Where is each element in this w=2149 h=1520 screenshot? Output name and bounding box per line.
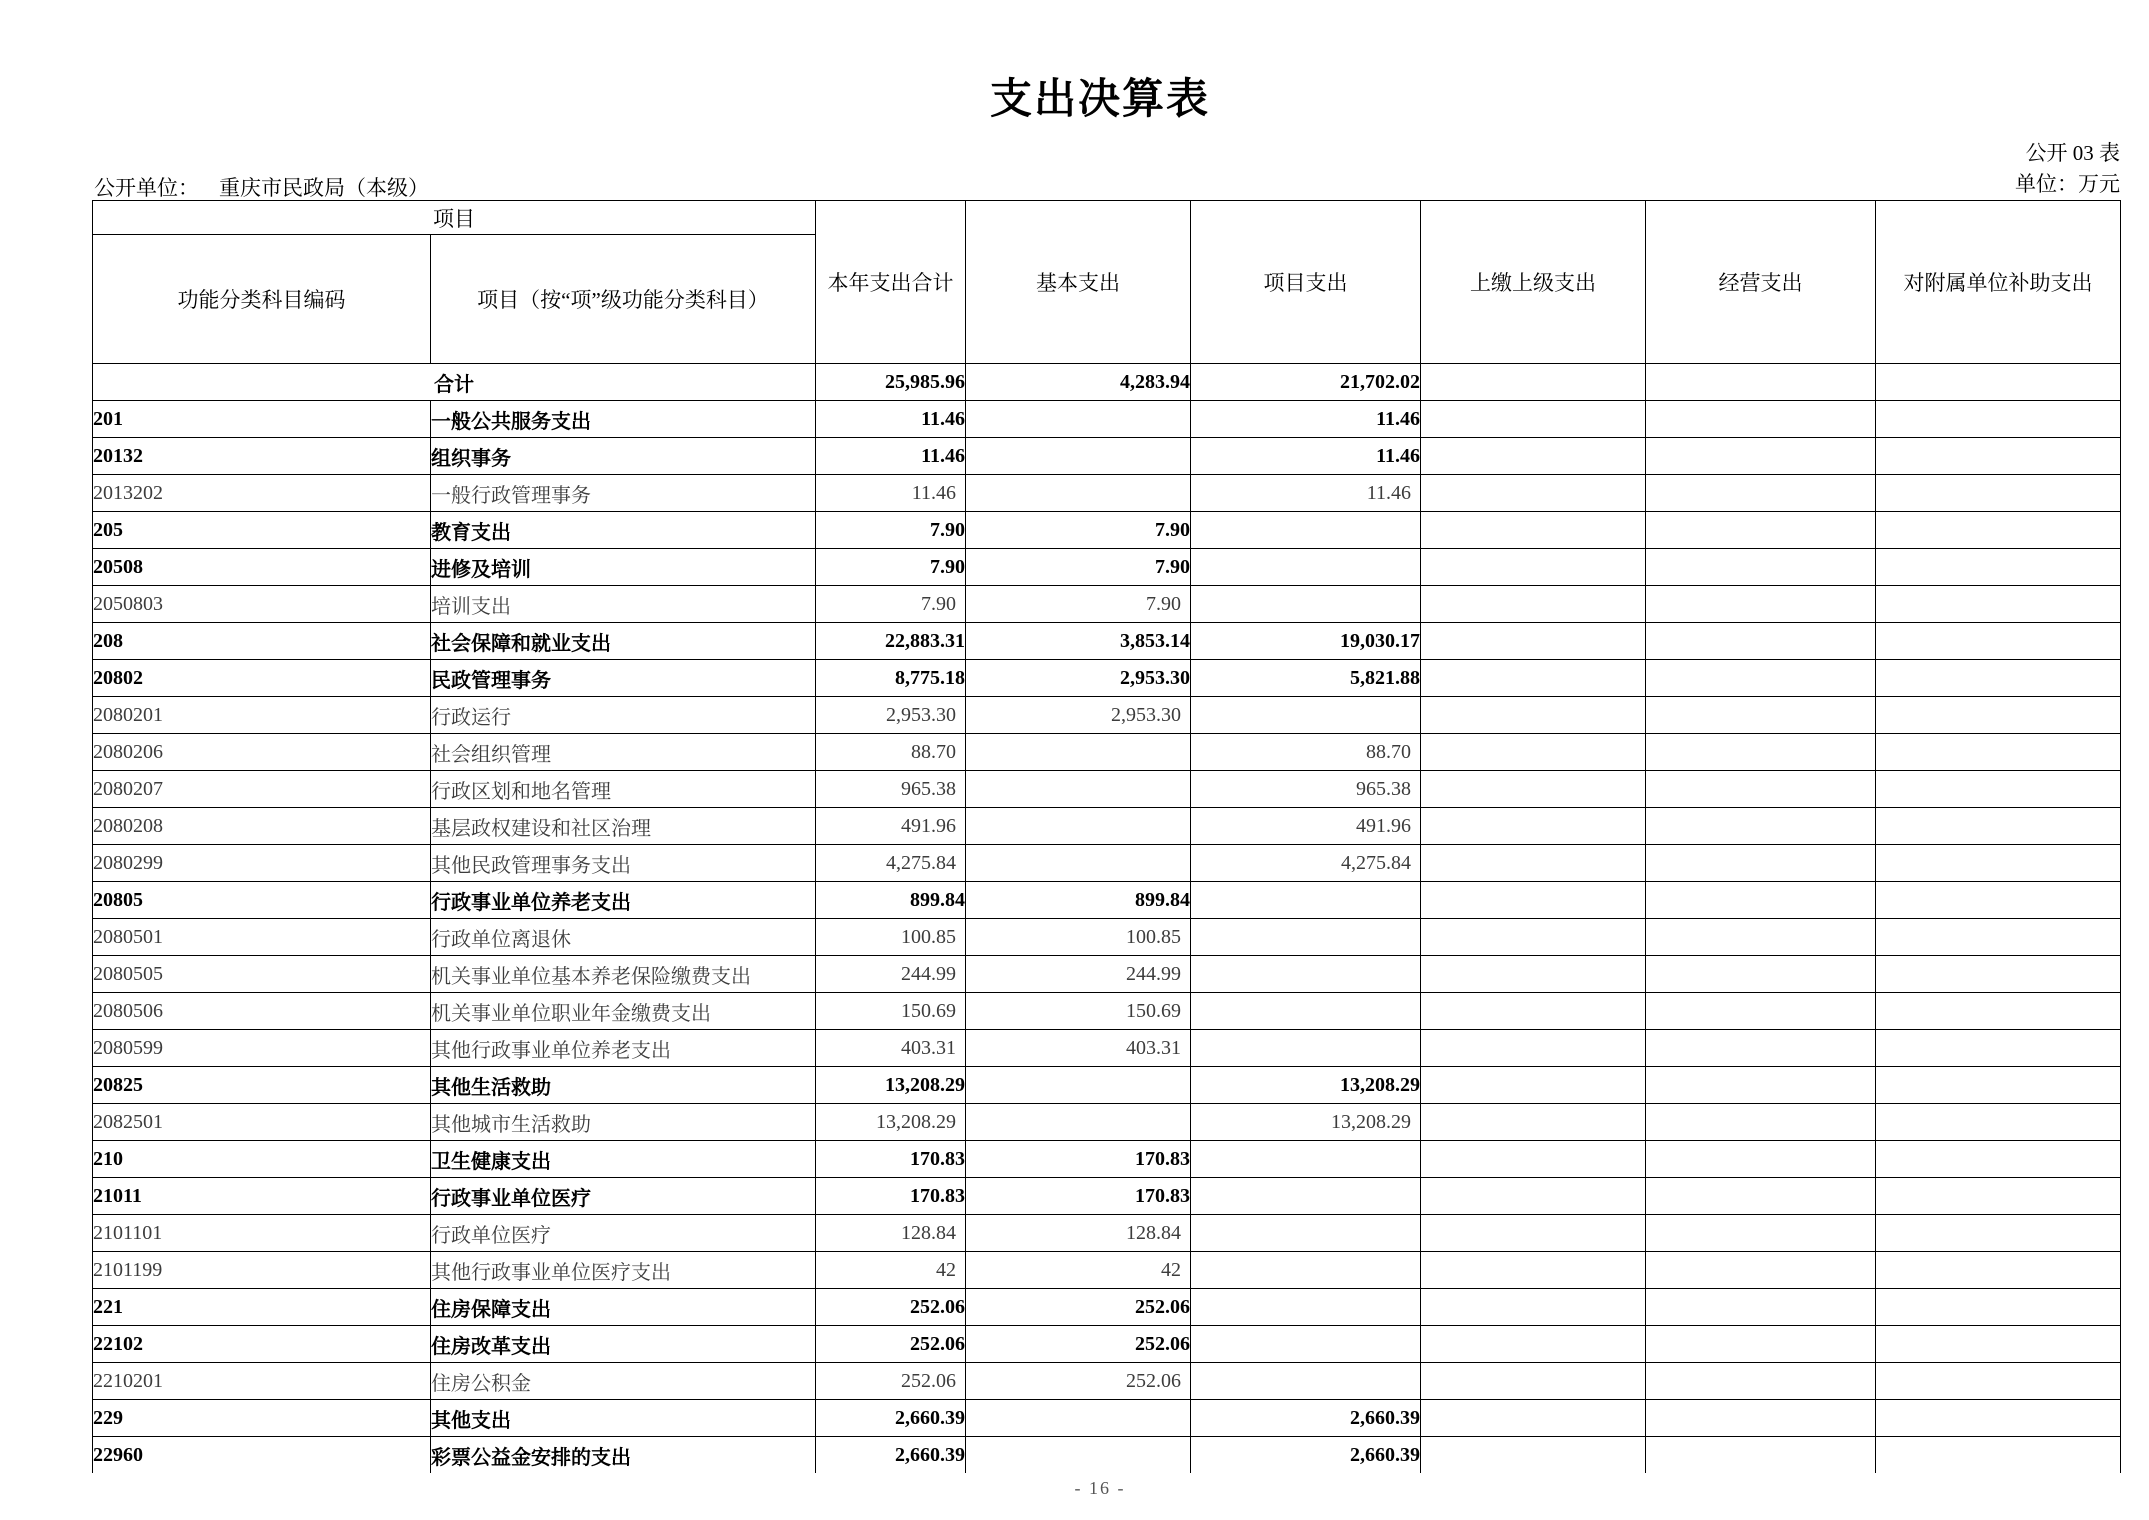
row-item: 社会保障和就业支出 [431, 623, 816, 660]
row-upper [1421, 549, 1646, 586]
table-row [93, 401, 2121, 438]
row-total: 100.85 [816, 919, 966, 956]
row-project [1191, 512, 1421, 549]
row-project [1191, 882, 1421, 919]
row-upper [1421, 586, 1646, 623]
row-total: 403.31 [816, 1030, 966, 1067]
row-total: 11.46 [816, 475, 966, 512]
row-operating [1646, 808, 1876, 845]
row-code: 20802 [93, 660, 431, 697]
header-code: 功能分类科目编码 [93, 235, 431, 364]
row-subsidy [1876, 475, 2121, 512]
row-basic: 252.06 [966, 1326, 1191, 1363]
row-total: 244.99 [816, 956, 966, 993]
row-operating [1646, 1326, 1876, 1363]
row-item: 其他行政事业单位养老支出 [431, 1030, 816, 1067]
row-basic [966, 1400, 1191, 1437]
org-value: 重庆市民政局（本级） [219, 176, 429, 200]
row-operating [1646, 1067, 1876, 1104]
table-row [93, 660, 2121, 697]
row-operating [1646, 919, 1876, 956]
row-code: 2080299 [93, 845, 431, 882]
row-project [1191, 956, 1421, 993]
table-row [93, 697, 2121, 734]
table-row [93, 1326, 2121, 1363]
row-subsidy [1876, 1067, 2121, 1104]
table-row [93, 1030, 2121, 1067]
table-row [93, 1363, 2121, 1400]
row-upper [1421, 1067, 1646, 1104]
row-code: 229 [93, 1400, 431, 1437]
row-subsidy [1876, 1437, 2121, 1474]
row-subsidy [1876, 845, 2121, 882]
row-code: 22960 [93, 1437, 431, 1474]
row-subsidy [1876, 512, 2121, 549]
row-upper [1421, 1104, 1646, 1141]
row-upper [1421, 734, 1646, 771]
row-project: 2,660.39 [1191, 1437, 1421, 1474]
row-code: 2101101 [93, 1215, 431, 1252]
row-total: 22,883.31 [816, 623, 966, 660]
header-project: 项目支出 [1191, 201, 1421, 364]
row-operating [1646, 660, 1876, 697]
row-code: 2082501 [93, 1104, 431, 1141]
row-subsidy [1876, 1400, 2121, 1437]
row-upper [1421, 697, 1646, 734]
row-item: 其他城市生活救助 [431, 1104, 816, 1141]
table-row [93, 475, 2121, 512]
row-code: 2080208 [93, 808, 431, 845]
table-row [93, 993, 2121, 1030]
row-operating [1646, 1252, 1876, 1289]
row-project [1191, 1363, 1421, 1400]
expenditure-table [92, 200, 2121, 1473]
row-item: 民政管理事务 [431, 660, 816, 697]
row-subsidy [1876, 697, 2121, 734]
row-upper [1421, 1289, 1646, 1326]
row-operating [1646, 1215, 1876, 1252]
row-code: 2080501 [93, 919, 431, 956]
row-upper [1421, 845, 1646, 882]
row-total: 252.06 [816, 1363, 966, 1400]
table-row [93, 882, 2121, 919]
row-code: 2080207 [93, 771, 431, 808]
row-item: 行政事业单位医疗 [431, 1178, 816, 1215]
row-project: 13,208.29 [1191, 1104, 1421, 1141]
row-basic: 252.06 [966, 1289, 1191, 1326]
row-item: 机关事业单位职业年金缴费支出 [431, 993, 816, 1030]
row-subsidy [1876, 660, 2121, 697]
table-row [93, 623, 2121, 660]
row-code: 2210201 [93, 1363, 431, 1400]
row-upper [1421, 512, 1646, 549]
unit-label: 单位：万元 [2015, 172, 2120, 196]
row-code: 20825 [93, 1067, 431, 1104]
header-group: 项目 [93, 201, 816, 235]
row-total: 13,208.29 [816, 1067, 966, 1104]
row-project [1191, 919, 1421, 956]
row-operating [1646, 734, 1876, 771]
table-row [93, 1289, 2121, 1326]
row-total: 13,208.29 [816, 1104, 966, 1141]
row-item: 住房公积金 [431, 1363, 816, 1400]
row-basic: 899.84 [966, 882, 1191, 919]
row-upper [1421, 1178, 1646, 1215]
row-total: 128.84 [816, 1215, 966, 1252]
row-total: 25,985.96 [816, 364, 966, 401]
row-upper [1421, 808, 1646, 845]
org-label: 公开单位： [94, 176, 199, 200]
row-subsidy [1876, 1104, 2121, 1141]
table-row [93, 512, 2121, 549]
row-operating [1646, 512, 1876, 549]
row-subsidy [1876, 919, 2121, 956]
row-operating [1646, 956, 1876, 993]
row-operating [1646, 1289, 1876, 1326]
row-upper [1421, 401, 1646, 438]
row-project: 11.46 [1191, 438, 1421, 475]
row-basic [966, 1437, 1191, 1474]
row-total: 252.06 [816, 1289, 966, 1326]
row-operating [1646, 1104, 1876, 1141]
row-item: 培训支出 [431, 586, 816, 623]
row-item: 彩票公益金安排的支出 [431, 1437, 816, 1474]
table-row [93, 1178, 2121, 1215]
row-total: 11.46 [816, 438, 966, 475]
row-project: 965.38 [1191, 771, 1421, 808]
row-basic [966, 438, 1191, 475]
row-subsidy [1876, 549, 2121, 586]
row-item: 教育支出 [431, 512, 816, 549]
row-item: 其他民政管理事务支出 [431, 845, 816, 882]
row-project [1191, 1289, 1421, 1326]
row-item: 社会组织管理 [431, 734, 816, 771]
row-basic: 42 [966, 1252, 1191, 1289]
table-row [93, 586, 2121, 623]
table-row [93, 1437, 2121, 1474]
row-item: 行政运行 [431, 697, 816, 734]
table-row [93, 1252, 2121, 1289]
row-project [1191, 549, 1421, 586]
row-basic: 128.84 [966, 1215, 1191, 1252]
row-basic: 100.85 [966, 919, 1191, 956]
meta-right-block [2015, 138, 2120, 200]
table-row [93, 1067, 2121, 1104]
row-code: 20132 [93, 438, 431, 475]
row-item: 行政单位离退休 [431, 919, 816, 956]
row-upper [1421, 1363, 1646, 1400]
row-item: 一般行政管理事务 [431, 475, 816, 512]
row-upper [1421, 364, 1646, 401]
row-code: 2013202 [93, 475, 431, 512]
row-total: 2,953.30 [816, 697, 966, 734]
row-basic [966, 1104, 1191, 1141]
row-upper [1421, 623, 1646, 660]
row-operating [1646, 1141, 1876, 1178]
row-project: 19,030.17 [1191, 623, 1421, 660]
table-wrap [92, 200, 2121, 1473]
row-operating [1646, 993, 1876, 1030]
row-subsidy [1876, 956, 2121, 993]
header-subsidy: 对附属单位补助支出 [1876, 201, 2121, 364]
row-subsidy [1876, 882, 2121, 919]
row-upper [1421, 1326, 1646, 1363]
row-subsidy [1876, 438, 2121, 475]
row-total: 42 [816, 1252, 966, 1289]
row-item: 卫生健康支出 [431, 1141, 816, 1178]
row-total: 2,660.39 [816, 1400, 966, 1437]
row-operating [1646, 845, 1876, 882]
row-basic: 2,953.30 [966, 697, 1191, 734]
row-basic [966, 475, 1191, 512]
row-code: 2101199 [93, 1252, 431, 1289]
row-upper [1421, 475, 1646, 512]
table-row [93, 734, 2121, 771]
row-project: 11.46 [1191, 401, 1421, 438]
row-project [1191, 1326, 1421, 1363]
row-total: 170.83 [816, 1178, 966, 1215]
row-project: 4,275.84 [1191, 845, 1421, 882]
table-row [93, 1104, 2121, 1141]
table-row [93, 1400, 2121, 1437]
table-row [93, 1215, 2121, 1252]
row-operating [1646, 882, 1876, 919]
row-basic: 170.83 [966, 1178, 1191, 1215]
row-subsidy [1876, 401, 2121, 438]
row-upper [1421, 1030, 1646, 1067]
table-header [93, 201, 2121, 364]
row-code: 205 [93, 512, 431, 549]
row-item: 其他生活救助 [431, 1067, 816, 1104]
row-subsidy [1876, 1030, 2121, 1067]
row-basic: 7.90 [966, 549, 1191, 586]
table-row [93, 771, 2121, 808]
row-item: 行政单位医疗 [431, 1215, 816, 1252]
row-project [1191, 1178, 1421, 1215]
row-project: 491.96 [1191, 808, 1421, 845]
row-operating [1646, 697, 1876, 734]
row-code: 20805 [93, 882, 431, 919]
header-item: 项目（按“项”级功能分类科目） [431, 235, 816, 364]
row-project: 13,208.29 [1191, 1067, 1421, 1104]
row-code: 2080506 [93, 993, 431, 1030]
row-subsidy [1876, 1289, 2121, 1326]
row-code: 2080505 [93, 956, 431, 993]
row-project: 2,660.39 [1191, 1400, 1421, 1437]
row-project: 21,702.02 [1191, 364, 1421, 401]
row-item: 其他支出 [431, 1400, 816, 1437]
row-upper [1421, 438, 1646, 475]
row-total: 965.38 [816, 771, 966, 808]
page-title: 支出决算表 [989, 77, 1210, 123]
row-code: 20508 [93, 549, 431, 586]
row-total: 252.06 [816, 1326, 966, 1363]
row-code: 2080599 [93, 1030, 431, 1067]
row-total: 150.69 [816, 993, 966, 1030]
row-total: 88.70 [816, 734, 966, 771]
row-upper [1421, 771, 1646, 808]
row-basic [966, 1067, 1191, 1104]
row-upper [1421, 1400, 1646, 1437]
row-subsidy [1876, 808, 2121, 845]
row-total: 7.90 [816, 549, 966, 586]
row-project: 88.70 [1191, 734, 1421, 771]
row-operating [1646, 475, 1876, 512]
row-total: 491.96 [816, 808, 966, 845]
row-basic: 2,953.30 [966, 660, 1191, 697]
row-code: 2080206 [93, 734, 431, 771]
row-code: 2050803 [93, 586, 431, 623]
table-row [93, 956, 2121, 993]
row-operating [1646, 1363, 1876, 1400]
table-row [93, 549, 2121, 586]
row-subsidy [1876, 1252, 2121, 1289]
row-total-label: 合计 [93, 364, 816, 401]
row-item: 住房改革支出 [431, 1326, 816, 1363]
row-upper [1421, 956, 1646, 993]
page-number: - 16 - [1074, 1478, 1126, 1498]
row-upper [1421, 1215, 1646, 1252]
row-item: 基层政权建设和社区治理 [431, 808, 816, 845]
row-project [1191, 697, 1421, 734]
row-upper [1421, 1252, 1646, 1289]
row-subsidy [1876, 1215, 2121, 1252]
row-operating [1646, 1437, 1876, 1474]
row-subsidy [1876, 586, 2121, 623]
header-basic: 基本支出 [966, 201, 1191, 364]
row-code: 221 [93, 1289, 431, 1326]
row-total: 8,775.18 [816, 660, 966, 697]
table-row [93, 808, 2121, 845]
row-operating [1646, 401, 1876, 438]
row-item: 机关事业单位基本养老保险缴费支出 [431, 956, 816, 993]
row-subsidy [1876, 771, 2121, 808]
row-basic [966, 401, 1191, 438]
header-operating: 经营支出 [1646, 201, 1876, 364]
row-total: 7.90 [816, 512, 966, 549]
row-project [1191, 586, 1421, 623]
table-row [93, 1141, 2121, 1178]
table-row [93, 919, 2121, 956]
row-project [1191, 1215, 1421, 1252]
row-upper [1421, 919, 1646, 956]
row-upper [1421, 1141, 1646, 1178]
row-code: 22102 [93, 1326, 431, 1363]
row-operating [1646, 1178, 1876, 1215]
row-item: 其他行政事业单位医疗支出 [431, 1252, 816, 1289]
row-item: 一般公共服务支出 [431, 401, 816, 438]
row-basic: 252.06 [966, 1363, 1191, 1400]
row-basic: 403.31 [966, 1030, 1191, 1067]
row-basic: 7.90 [966, 512, 1191, 549]
row-project [1191, 1252, 1421, 1289]
row-total: 2,660.39 [816, 1437, 966, 1474]
row-operating [1646, 586, 1876, 623]
header-upper: 上缴上级支出 [1421, 201, 1646, 364]
table-body [93, 364, 2121, 1474]
row-basic [966, 771, 1191, 808]
row-item: 行政事业单位养老支出 [431, 882, 816, 919]
row-subsidy [1876, 1326, 2121, 1363]
row-upper [1421, 1437, 1646, 1474]
row-upper [1421, 882, 1646, 919]
row-project: 5,821.88 [1191, 660, 1421, 697]
row-basic: 150.69 [966, 993, 1191, 1030]
row-subsidy [1876, 364, 2121, 401]
row-subsidy [1876, 1363, 2121, 1400]
row-subsidy [1876, 1178, 2121, 1215]
row-operating [1646, 438, 1876, 475]
row-total: 7.90 [816, 586, 966, 623]
table-row [93, 845, 2121, 882]
row-subsidy [1876, 734, 2121, 771]
row-project: 11.46 [1191, 475, 1421, 512]
row-code: 201 [93, 401, 431, 438]
table-row [93, 438, 2121, 475]
row-item: 进修及培训 [431, 549, 816, 586]
row-subsidy [1876, 1141, 2121, 1178]
row-subsidy [1876, 623, 2121, 660]
row-total: 899.84 [816, 882, 966, 919]
row-subsidy [1876, 993, 2121, 1030]
row-code: 21011 [93, 1178, 431, 1215]
row-basic: 244.99 [966, 956, 1191, 993]
header-total: 本年支出合计 [816, 201, 966, 364]
row-operating [1646, 364, 1876, 401]
row-total: 11.46 [816, 401, 966, 438]
row-operating [1646, 1400, 1876, 1437]
row-basic: 170.83 [966, 1141, 1191, 1178]
row-project [1191, 993, 1421, 1030]
row-item: 行政区划和地名管理 [431, 771, 816, 808]
row-basic: 4,283.94 [966, 364, 1191, 401]
row-item: 住房保障支出 [431, 1289, 816, 1326]
row-code: 2080201 [93, 697, 431, 734]
row-total: 170.83 [816, 1141, 966, 1178]
row-project [1191, 1030, 1421, 1067]
row-operating [1646, 549, 1876, 586]
row-basic: 7.90 [966, 586, 1191, 623]
row-basic: 3,853.14 [966, 623, 1191, 660]
row-operating [1646, 623, 1876, 660]
row-basic [966, 734, 1191, 771]
row-upper [1421, 993, 1646, 1030]
row-upper [1421, 660, 1646, 697]
row-code: 210 [93, 1141, 431, 1178]
row-item: 组织事务 [431, 438, 816, 475]
row-operating [1646, 1030, 1876, 1067]
row-project [1191, 1141, 1421, 1178]
org-line [94, 172, 429, 202]
row-basic [966, 808, 1191, 845]
row-operating [1646, 771, 1876, 808]
row-code: 208 [93, 623, 431, 660]
row-total: 4,275.84 [816, 845, 966, 882]
row-basic [966, 845, 1191, 882]
table-code-label: 公开 03 表 [2025, 141, 2120, 165]
table-row [93, 364, 2121, 401]
